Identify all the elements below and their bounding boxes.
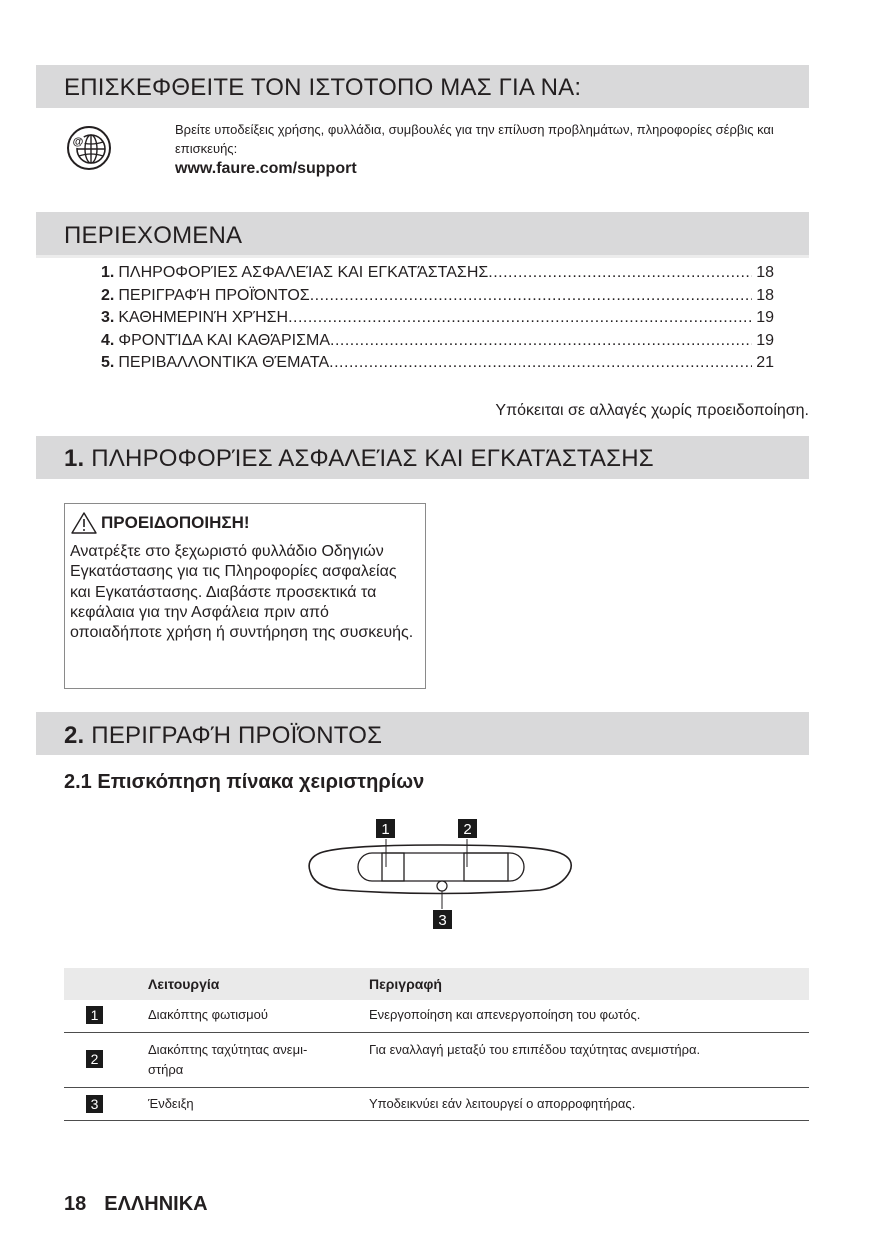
section-title-text: ΠΕΡΙΓΡΑΦΉ ΠΡΟΪΌΝΤΟΣ	[91, 722, 383, 749]
row-description: Για εναλλαγή μεταξύ του επιπέδου ταχύτητας ανεμιστήρα.	[369, 1042, 701, 1057]
callout-label-2: 2	[463, 821, 472, 838]
toc-leader-dots	[288, 309, 752, 327]
warning-title: ΠΡΟΕΙΔΟΠΟΙΗΣΗ!	[101, 513, 250, 532]
support-description: Βρείτε υποδείξεις χρήσης, φυλλάδια, συμβουλές για την επίλυση προβλημάτων, πληροφορίες σέρβις και επισκευής:	[175, 122, 774, 156]
callout-label-1: 1	[381, 821, 390, 838]
row-description: Ενεργοποίηση και απενεργοποίηση του φωτός.	[369, 1007, 641, 1022]
toc-item-label: ΠΛΗΡΟΦΟΡΊΕΣ ΑΣΦΑΛΕΊΑΣ ΚΑΙ ΕΓΚΑΤΆΣΤΑΣΗΣ	[118, 264, 489, 281]
support-url-link[interactable]: www.faure.com/support	[175, 160, 357, 177]
row-function: Διακόπτης ταχύτητας ανεμι- στήρα	[148, 1042, 308, 1077]
band-shadow	[36, 255, 809, 258]
toc-title: ΠΕΡΙΕΧΟΜΕΝΑ	[64, 222, 243, 249]
toc-item-page: 21	[756, 354, 774, 372]
toc-item-number: 1.	[101, 264, 115, 281]
control-panel-diagram	[300, 815, 580, 935]
warning-triangle-icon	[71, 512, 97, 534]
warning-header	[71, 512, 250, 534]
table-row	[64, 1088, 809, 1121]
table-row	[64, 1000, 809, 1033]
section-title-text: ΠΛΗΡΟΦΟΡΊΕΣ ΑΣΦΑΛΕΊΑΣ ΚΑΙ ΕΓΚΑΤΆΣΤΑΣΗΣ	[91, 445, 654, 472]
visit-header-band	[36, 65, 809, 108]
fan-speed-switch	[464, 853, 508, 881]
callout-label-3: 3	[438, 912, 447, 929]
light-switch	[382, 853, 404, 881]
toc-item[interactable]	[101, 309, 774, 332]
toc-list	[101, 264, 774, 377]
table-header	[64, 968, 809, 1000]
toc-item-number: 5.	[101, 354, 115, 372]
page-footer	[64, 1193, 208, 1216]
change-notice: Υπόκειται σε αλλαγές χωρίς προειδοποίηση.	[495, 402, 809, 419]
toc-item-number: 4.	[101, 331, 115, 349]
row-number-badge: 1	[86, 1006, 103, 1024]
row-function: Διακόπτης φωτισμού	[148, 1007, 268, 1022]
control-panel-subtitle: 2.1 Επισκόπηση πίνακα χειριστηρίων	[64, 771, 425, 793]
indicator-light	[437, 881, 447, 891]
section-number: 2.	[64, 722, 85, 749]
toc-item-page: 19	[756, 309, 774, 327]
toc-item-number: 2.	[101, 286, 115, 304]
toc-leader-dots	[330, 332, 752, 350]
page-number: 18	[64, 1193, 87, 1215]
toc-item-number: 3.	[101, 309, 115, 327]
section-2-title	[64, 722, 382, 750]
row-function: Ένδειξη	[148, 1096, 194, 1111]
row-number-badge: 2	[86, 1050, 103, 1068]
section-1-header-band	[36, 436, 809, 479]
toc-item-label: ΠΕΡΙΒΑΛΛΟΝΤΙΚΆ ΘΈΜΑΤΑ	[118, 354, 330, 372]
toc-item[interactable]	[101, 264, 774, 287]
warning-text: Ανατρέξτε στο ξεχωριστό φυλλάδιο Οδηγιών Εγκατάστασης για τις Πληροφορίες ασφαλείας και Εγκατάστασης. Διαβάστε προσεκτικά τα κεφάλαια για την Ασφάλεια πριν από οποιαδήποτε χρήση ή συντήρηση της συσκευής.	[70, 543, 414, 642]
table-row	[64, 1033, 809, 1088]
column-header-description: Περιγραφή	[369, 976, 442, 992]
section-number: 1.	[64, 445, 85, 472]
row-number-badge: 3	[86, 1095, 103, 1113]
globe-at-icon	[66, 125, 112, 171]
toc-leader-dots	[329, 354, 752, 372]
toc-item-page: 18	[756, 286, 774, 304]
toc-item[interactable]	[101, 354, 774, 377]
toc-item-label: ΦΡΟΝΤΊΔΑ ΚΑΙ ΚΑΘΆΡΙΣΜΑ	[118, 331, 330, 349]
toc-item-page: 19	[756, 331, 774, 349]
warning-box	[64, 503, 426, 689]
toc-item-label: ΠΕΡΙΓΡΑΦΉ ΠΡΟΪΌΝΤΟΣ	[118, 286, 310, 304]
row-description: Υποδεικνύει εάν λειτουργεί ο απορροφητήρας.	[369, 1096, 636, 1111]
toc-item-page: 18	[756, 264, 774, 281]
toc-item[interactable]	[101, 287, 774, 310]
toc-leader-dots	[310, 287, 753, 305]
svg-text:@: @	[72, 136, 84, 148]
visit-title: ΕΠΙΣΚΕΦΘΕΙΤΕ ΤΟΝ ΙΣΤΟΤΟΠΟ ΜΑΣ ΓΙΑ ΝΑ:	[64, 74, 582, 101]
panel-inset	[358, 853, 524, 881]
section-2-header-band	[36, 712, 809, 755]
toc-item-label: ΚΑΘΗΜΕΡΙΝΉ ΧΡΉΣΗ	[118, 309, 289, 327]
footer-language: ΕΛΛΗΝΙΚΑ	[104, 1193, 208, 1215]
section-1-title	[64, 445, 654, 473]
toc-item[interactable]	[101, 332, 774, 355]
toc-header-band	[36, 212, 809, 255]
column-header-function: Λειτουργία	[148, 976, 220, 992]
toc-leader-dots	[488, 264, 752, 282]
